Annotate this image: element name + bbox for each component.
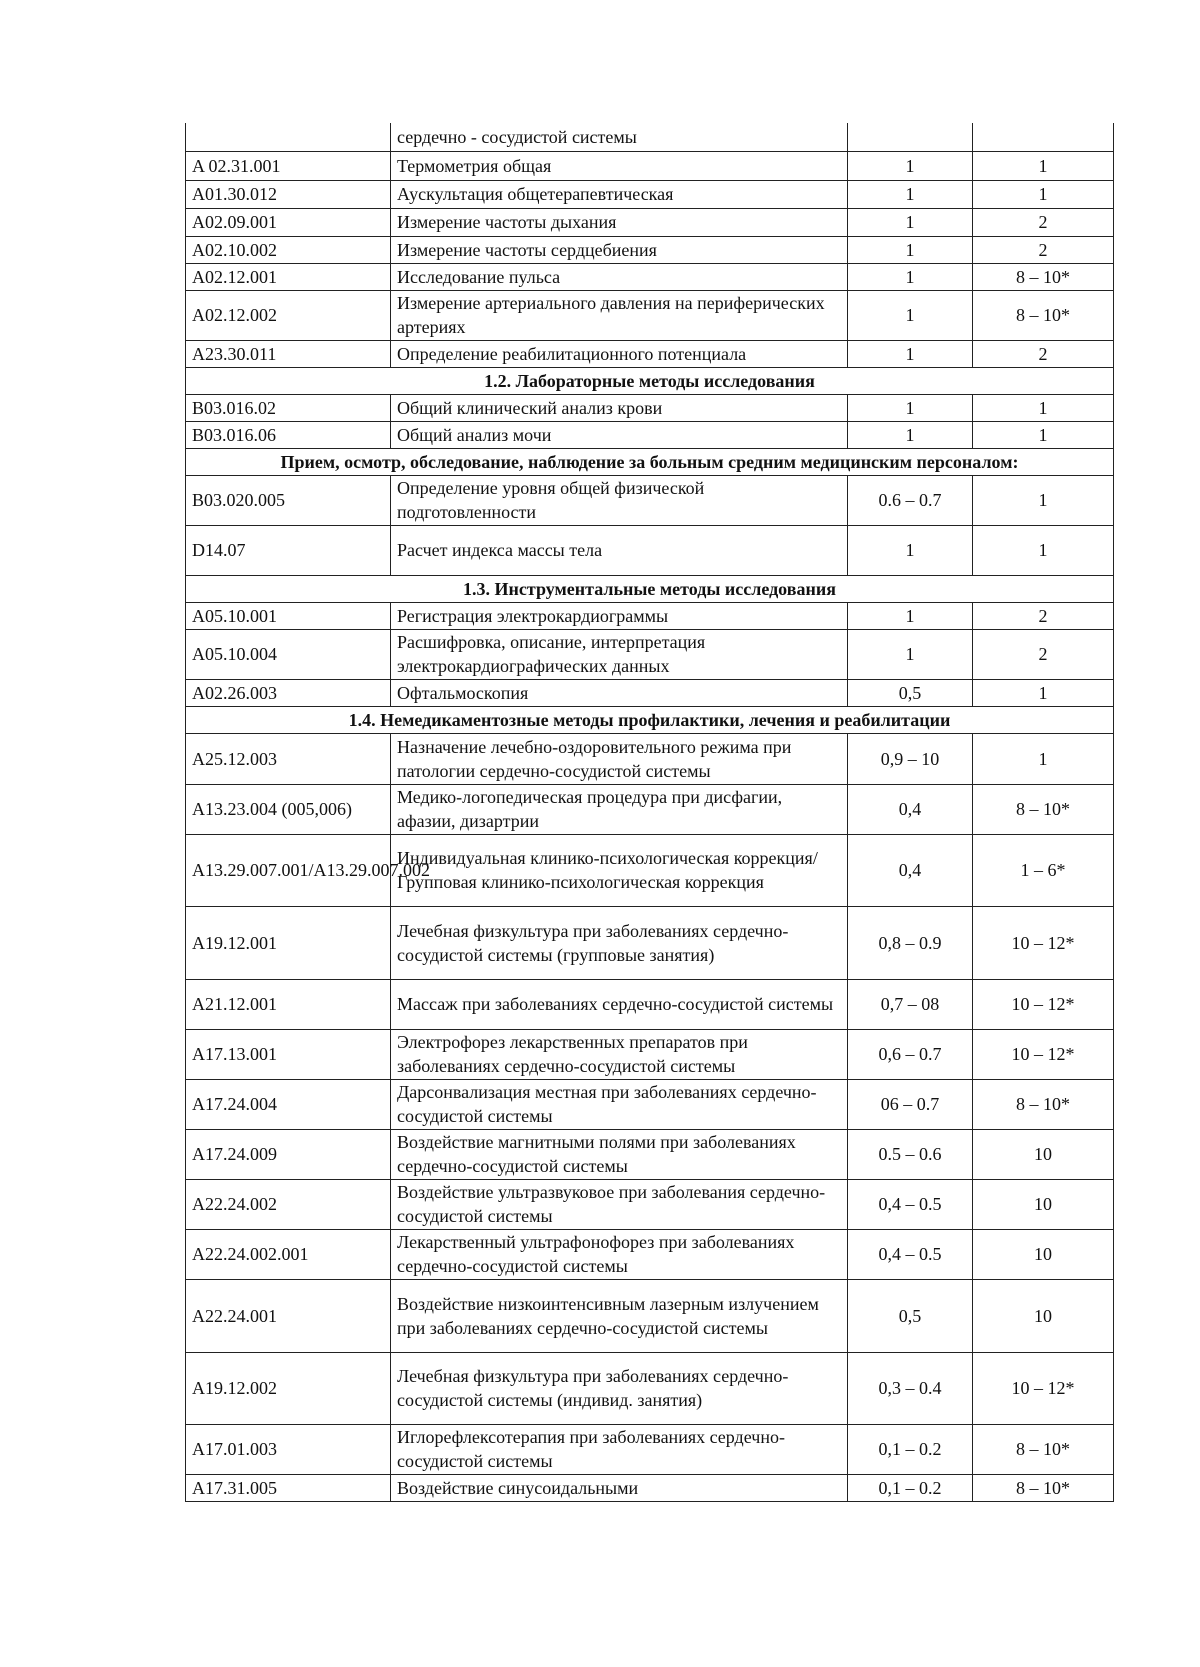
procedure-description: Воздействие низкоинтенсивным лазерным излучением при заболеваниях сердечно-сосудистой системы bbox=[391, 1279, 848, 1352]
procedure-description: Воздействие магнитными полями при заболеваниях сердечно-сосудистой системы bbox=[391, 1129, 848, 1179]
table-row bbox=[186, 290, 1114, 340]
table-row bbox=[186, 180, 1114, 208]
frequency-coefficient: 0,3 – 0.4 bbox=[848, 1352, 973, 1424]
frequency-coefficient: 0,8 – 0.9 bbox=[848, 906, 973, 979]
procedure-code: A01.30.012 bbox=[186, 180, 391, 208]
table-row bbox=[186, 1424, 1114, 1474]
procedure-code: A17.13.001 bbox=[186, 1029, 391, 1079]
table-row bbox=[186, 733, 1114, 784]
procedure-code: A02.26.003 bbox=[186, 679, 391, 706]
frequency-coefficient: 0,6 – 0.7 bbox=[848, 1029, 973, 1079]
frequency-coefficient: 0,9 – 10 bbox=[848, 733, 973, 784]
multiplicity: 10 – 12* bbox=[973, 979, 1114, 1029]
table-row bbox=[186, 1179, 1114, 1229]
multiplicity: 1 bbox=[973, 525, 1114, 575]
procedure-code: A22.24.002 bbox=[186, 1179, 391, 1229]
procedure-description: Дарсонвализация местная при заболеваниях сердечно-сосудистой системы bbox=[391, 1079, 848, 1129]
multiplicity: 1 bbox=[973, 394, 1114, 421]
procedure-code: A19.12.002 bbox=[186, 1352, 391, 1424]
procedure-description: Медико-логопедическая процедура при дисфагии, афазии, дизартрии bbox=[391, 784, 848, 834]
procedure-description: Термометрия общая bbox=[391, 151, 848, 180]
procedure-description: Воздействие ультразвуковое при заболевания сердечно-сосудистой системы bbox=[391, 1179, 848, 1229]
table-row bbox=[186, 1229, 1114, 1279]
multiplicity: 10 bbox=[973, 1179, 1114, 1229]
frequency-coefficient: 1 bbox=[848, 208, 973, 236]
procedure-description: Расшифровка, описание, интерпретация электрокардиографических данных bbox=[391, 629, 848, 679]
procedure-description: Массаж при заболеваниях сердечно-сосудистой системы bbox=[391, 979, 848, 1029]
procedure-description: Регистрация электрокардиограммы bbox=[391, 602, 848, 629]
procedure-description: Общий анализ мочи bbox=[391, 421, 848, 448]
frequency-coefficient: 1 bbox=[848, 263, 973, 290]
procedure-code: B03.020.005 bbox=[186, 475, 391, 525]
multiplicity bbox=[973, 123, 1114, 151]
table-row bbox=[186, 979, 1114, 1029]
table-row bbox=[186, 208, 1114, 236]
multiplicity: 1 bbox=[973, 180, 1114, 208]
table-row bbox=[186, 1352, 1114, 1424]
frequency-coefficient: 1 bbox=[848, 236, 973, 263]
table-row bbox=[186, 525, 1114, 575]
procedure-description: Исследование пульса bbox=[391, 263, 848, 290]
procedure-code: A02.12.001 bbox=[186, 263, 391, 290]
frequency-coefficient: 1 bbox=[848, 180, 973, 208]
frequency-coefficient: 0,4 bbox=[848, 834, 973, 906]
frequency-coefficient: 06 – 0.7 bbox=[848, 1079, 973, 1129]
procedure-code: A22.24.001 bbox=[186, 1279, 391, 1352]
section-title: 1.3. Инструментальные методы исследования bbox=[186, 575, 1114, 602]
multiplicity: 10 – 12* bbox=[973, 906, 1114, 979]
procedure-code: A05.10.001 bbox=[186, 602, 391, 629]
procedure-description: Лечебная физкультура при заболеваниях сердечно-сосудистой системы (индивид. занятия) bbox=[391, 1352, 848, 1424]
procedure-description: Лечебная физкультура при заболеваниях сердечно-сосудистой системы (групповые занятия) bbox=[391, 906, 848, 979]
frequency-coefficient bbox=[848, 123, 973, 151]
multiplicity: 1 bbox=[973, 475, 1114, 525]
procedure-code: A19.12.001 bbox=[186, 906, 391, 979]
multiplicity: 1 bbox=[973, 679, 1114, 706]
frequency-coefficient: 0,5 bbox=[848, 1279, 973, 1352]
procedure-description: Офтальмоскопия bbox=[391, 679, 848, 706]
procedure-code: B03.016.06 bbox=[186, 421, 391, 448]
table-row bbox=[186, 263, 1114, 290]
procedure-code: A23.30.011 bbox=[186, 340, 391, 367]
procedure-description: Воздействие синусоидальными bbox=[391, 1474, 848, 1501]
multiplicity: 8 – 10* bbox=[973, 1079, 1114, 1129]
section-title: 1.4. Немедикаментозные методы профилактики, лечения и реабилитации bbox=[186, 706, 1114, 733]
multiplicity: 2 bbox=[973, 340, 1114, 367]
frequency-coefficient: 0,1 – 0.2 bbox=[848, 1424, 973, 1474]
procedure-code: A02.10.002 bbox=[186, 236, 391, 263]
multiplicity: 1 bbox=[973, 151, 1114, 180]
multiplicity: 1 bbox=[973, 733, 1114, 784]
frequency-coefficient: 0,4 bbox=[848, 784, 973, 834]
table-row bbox=[186, 784, 1114, 834]
frequency-coefficient: 1 bbox=[848, 151, 973, 180]
procedure-description: Определение реабилитационного потенциала bbox=[391, 340, 848, 367]
multiplicity: 10 bbox=[973, 1279, 1114, 1352]
procedure-description: Электрофорез лекарственных препаратов при заболеваниях сердечно-сосудистой системы bbox=[391, 1029, 848, 1079]
table-row bbox=[186, 475, 1114, 525]
procedure-description: Измерение артериального давления на периферических артериях bbox=[391, 290, 848, 340]
multiplicity: 10 – 12* bbox=[973, 1352, 1114, 1424]
multiplicity: 8 – 10* bbox=[973, 784, 1114, 834]
procedure-code bbox=[186, 123, 391, 151]
procedure-code: A17.24.004 bbox=[186, 1079, 391, 1129]
section-title: 1.2. Лабораторные методы исследования bbox=[186, 367, 1114, 394]
procedure-description: Определение уровня общей физической подготовленности bbox=[391, 475, 848, 525]
table-row bbox=[186, 151, 1114, 180]
procedure-description: Расчет индекса массы тела bbox=[391, 525, 848, 575]
section-header-row bbox=[186, 367, 1114, 394]
frequency-coefficient: 1 bbox=[848, 340, 973, 367]
procedure-code: A02.12.002 bbox=[186, 290, 391, 340]
table-row bbox=[186, 394, 1114, 421]
multiplicity: 2 bbox=[973, 208, 1114, 236]
table-row bbox=[186, 1129, 1114, 1179]
table-row bbox=[186, 236, 1114, 263]
procedures-table bbox=[185, 123, 1114, 1502]
section-title: Прием, осмотр, обследование, наблюдение за больным средним медицинским персоналом: bbox=[186, 448, 1114, 475]
procedure-description: Общий клинический анализ крови bbox=[391, 394, 848, 421]
section-header-row bbox=[186, 706, 1114, 733]
table-row bbox=[186, 629, 1114, 679]
frequency-coefficient: 1 bbox=[848, 525, 973, 575]
section-header-row bbox=[186, 448, 1114, 475]
multiplicity: 8 – 10* bbox=[973, 1474, 1114, 1501]
frequency-coefficient: 0,5 bbox=[848, 679, 973, 706]
procedure-code: A13.23.004 (005,006) bbox=[186, 784, 391, 834]
procedure-code: A17.31.005 bbox=[186, 1474, 391, 1501]
table-body bbox=[186, 123, 1114, 1501]
multiplicity: 10 – 12* bbox=[973, 1029, 1114, 1079]
procedure-code: A05.10.004 bbox=[186, 629, 391, 679]
frequency-coefficient: 0.6 – 0.7 bbox=[848, 475, 973, 525]
frequency-coefficient: 0,4 – 0.5 bbox=[848, 1229, 973, 1279]
table-row bbox=[186, 834, 1114, 906]
procedure-code: A17.24.009 bbox=[186, 1129, 391, 1179]
multiplicity: 8 – 10* bbox=[973, 263, 1114, 290]
frequency-coefficient: 0.5 – 0.6 bbox=[848, 1129, 973, 1179]
multiplicity: 10 bbox=[973, 1129, 1114, 1179]
multiplicity: 2 bbox=[973, 236, 1114, 263]
frequency-coefficient: 1 bbox=[848, 629, 973, 679]
multiplicity: 2 bbox=[973, 629, 1114, 679]
procedure-description: Измерение частоты дыхания bbox=[391, 208, 848, 236]
frequency-coefficient: 1 bbox=[848, 394, 973, 421]
multiplicity: 10 bbox=[973, 1229, 1114, 1279]
table-row bbox=[186, 123, 1114, 151]
multiplicity: 1 – 6* bbox=[973, 834, 1114, 906]
procedure-description: Назначение лечебно-оздоровительного режима при патологии сердечно-сосудистой системы bbox=[391, 733, 848, 784]
procedure-description: Аускультация общетерапевтическая bbox=[391, 180, 848, 208]
frequency-coefficient: 0,1 – 0.2 bbox=[848, 1474, 973, 1501]
table-row bbox=[186, 1029, 1114, 1079]
table-row bbox=[186, 679, 1114, 706]
table-row bbox=[186, 906, 1114, 979]
frequency-coefficient: 1 bbox=[848, 290, 973, 340]
multiplicity: 2 bbox=[973, 602, 1114, 629]
frequency-coefficient: 0,4 – 0.5 bbox=[848, 1179, 973, 1229]
procedure-code: A 02.31.001 bbox=[186, 151, 391, 180]
procedure-description: сердечно - сосудистой системы bbox=[391, 123, 848, 151]
procedure-code: A02.09.001 bbox=[186, 208, 391, 236]
frequency-coefficient: 0,7 – 08 bbox=[848, 979, 973, 1029]
table-row bbox=[186, 1474, 1114, 1501]
table-row bbox=[186, 340, 1114, 367]
table-row bbox=[186, 1279, 1114, 1352]
procedure-description: Измерение частоты сердцебиения bbox=[391, 236, 848, 263]
procedure-code: A22.24.002.001 bbox=[186, 1229, 391, 1279]
procedure-code: A17.01.003 bbox=[186, 1424, 391, 1474]
procedure-code: A13.29.007.001/A13.29.007.002 bbox=[186, 834, 391, 906]
procedure-code: B03.016.02 bbox=[186, 394, 391, 421]
procedure-code: A21.12.001 bbox=[186, 979, 391, 1029]
frequency-coefficient: 1 bbox=[848, 421, 973, 448]
procedure-description: Индивидуальная клинико-психологическая коррекция/Групповая клинико-психологическая коррекция bbox=[391, 834, 848, 906]
table-row bbox=[186, 1079, 1114, 1129]
table-row bbox=[186, 602, 1114, 629]
section-header-row bbox=[186, 575, 1114, 602]
procedure-code: A25.12.003 bbox=[186, 733, 391, 784]
procedure-code: D14.07 bbox=[186, 525, 391, 575]
multiplicity: 8 – 10* bbox=[973, 290, 1114, 340]
procedure-description: Лекарственный ультрафонофорез при заболеваниях сердечно-сосудистой системы bbox=[391, 1229, 848, 1279]
multiplicity: 8 – 10* bbox=[973, 1424, 1114, 1474]
frequency-coefficient: 1 bbox=[848, 602, 973, 629]
multiplicity: 1 bbox=[973, 421, 1114, 448]
table-row bbox=[186, 421, 1114, 448]
procedure-description: Иглорефлексотерапия при заболеваниях сердечно-сосудистой системы bbox=[391, 1424, 848, 1474]
